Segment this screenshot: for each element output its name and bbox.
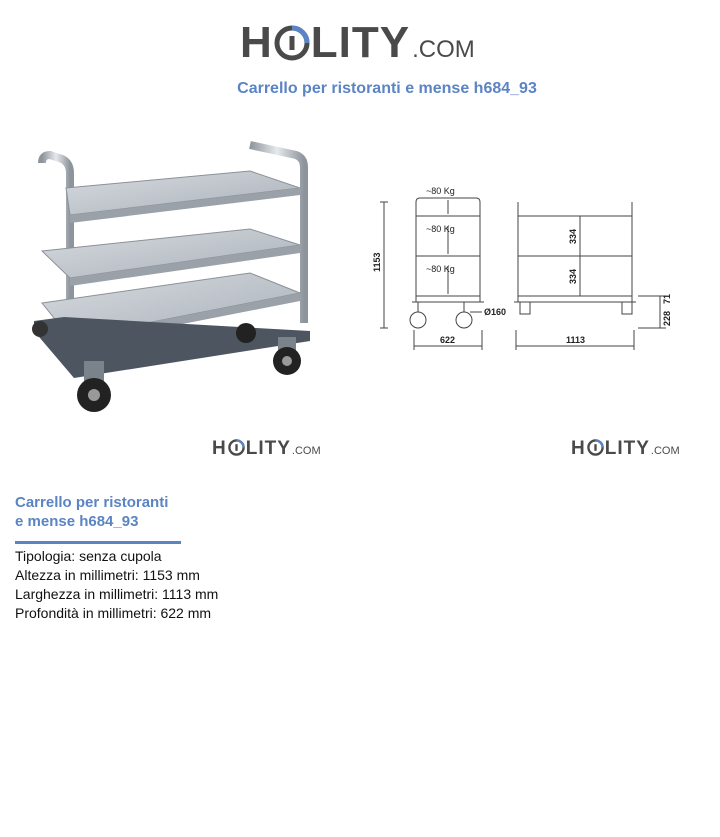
product-title-line1: Carrello per ristoranti (15, 494, 169, 511)
page-title: Carrello per ristoranti e mense h684_93 (237, 80, 537, 97)
spec-width: Larghezza in millimetri: 1113 mm (15, 586, 219, 602)
product-title (15, 493, 215, 531)
spec-list (15, 547, 218, 623)
logo-text-h: H (212, 438, 227, 459)
depth-dim: 622 (440, 335, 456, 345)
load-label-1: ~80 Kg (426, 186, 455, 196)
product-title-line2: e mense h684_93 (15, 513, 139, 530)
wheel-dim: Ø160 (484, 307, 507, 317)
logo-text-lity: LITY (604, 438, 650, 459)
shelf-gap-2: 334 (568, 268, 578, 284)
spec-depth: Profondità in millimetri: 622 mm (15, 605, 212, 621)
spec-type: Tipologia: senza cupola (15, 548, 162, 564)
title-divider (15, 541, 181, 544)
holity-logo[interactable] (240, 18, 475, 68)
trolley-photo (28, 133, 318, 423)
holity-logo-small-right (571, 437, 680, 460)
logo-text-lity: LITY (310, 18, 411, 67)
clearance-dim: 71 (662, 293, 672, 304)
logo-text-h: H (240, 18, 273, 67)
logo-o-icon (587, 439, 604, 456)
width-dim: 1113 (566, 335, 586, 345)
logo-text-h: H (571, 438, 586, 459)
holity-logo-small-left (212, 437, 321, 460)
logo-o-icon (274, 25, 310, 61)
load-label-3: ~80 Kg (426, 264, 455, 274)
technical-drawing (370, 180, 680, 355)
load-label-2: ~80 Kg (426, 224, 455, 234)
logo-text-com: .COM (291, 445, 321, 457)
logo-text-lity: LITY (245, 438, 291, 459)
logo-text-com: .COM (650, 445, 680, 457)
base-height-dim: 228 (662, 310, 672, 326)
logo-o-icon (228, 439, 245, 456)
shelf-gap-1: 334 (568, 228, 578, 244)
height-dim: 1153 (372, 252, 382, 272)
logo-text-com: .COM (412, 36, 475, 63)
spec-height: Altezza in millimetri: 1153 mm (15, 567, 200, 583)
